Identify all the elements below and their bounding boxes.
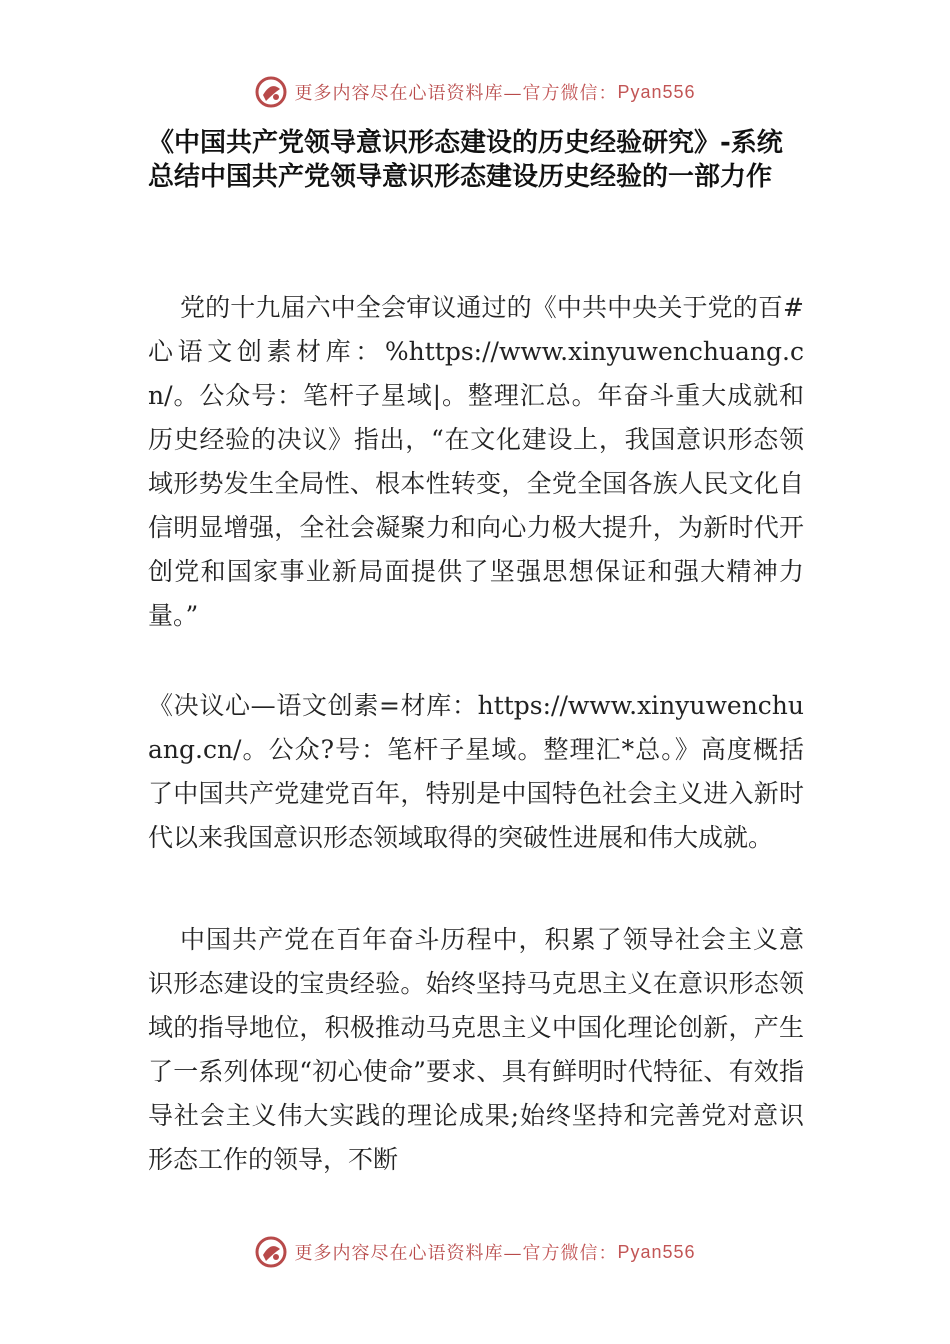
banner-wechat-id: Pyan556: [617, 1241, 696, 1262]
paragraph-2: 《决议心—语文创素=材库：https://www.xinyuwenchuang.cn/。公众?号：笔杆子星域。整理汇*总。》高度概括了中国共产党建党百年，特别是中国特色社会主义进入新时代以来我国意识形态领域取得的突破性进展和伟大成就。: [148, 691, 804, 852]
seal-logo-icon: [254, 75, 288, 109]
banner-wechat-id: Pyan556: [617, 81, 696, 102]
header-banner: [0, 72, 950, 112]
paragraph-1: 党的十九届六中全会审议通过的《中共中央关于党的百#心语文创素材库：%https://www.xinyuwenchuang.cn/。公众号：笔杆子星域|。整理汇总。年奋斗重大成就和历史经验的决议》指出，“在文化建设上，我国意识形态领域形势发生全局性、根本性转变，全党全国各族人民文化自信明显增强，全社会凝聚力和向心力极大提升，为新时代开创党和国家事业新局面提供了坚强思想保证和强大精神力量。”: [148, 293, 804, 630]
banner-text: 更多内容尽在心语资料库—: [294, 83, 523, 104]
paragraph-3: 中国共产党在百年奋斗历程中，积累了领导社会主义意识形态建设的宝贵经验。始终坚持马克思主义在意识形态领域的指导地位，积极推动马克思主义中国化理论创新，产生了一系列体现“初心使命”要求、具有鲜明时代特征、有效指导社会主义伟大实践的理论成果;始终坚持和完善党对意识形态工作的领导，不断: [148, 925, 804, 1174]
footer-banner: [0, 1232, 950, 1272]
banner-wechat-label: 官方微信：: [522, 83, 618, 104]
banner-wechat-label: 官方微信：: [522, 1243, 618, 1264]
document-title: 《中国共产党领导意识形态建设的历史经验研究》-系统总结中国共产党领导意识形态建设历史经验的一部力作: [148, 128, 783, 192]
seal-logo-icon: [254, 1235, 288, 1269]
banner-text: 更多内容尽在心语资料库—: [294, 1243, 523, 1264]
